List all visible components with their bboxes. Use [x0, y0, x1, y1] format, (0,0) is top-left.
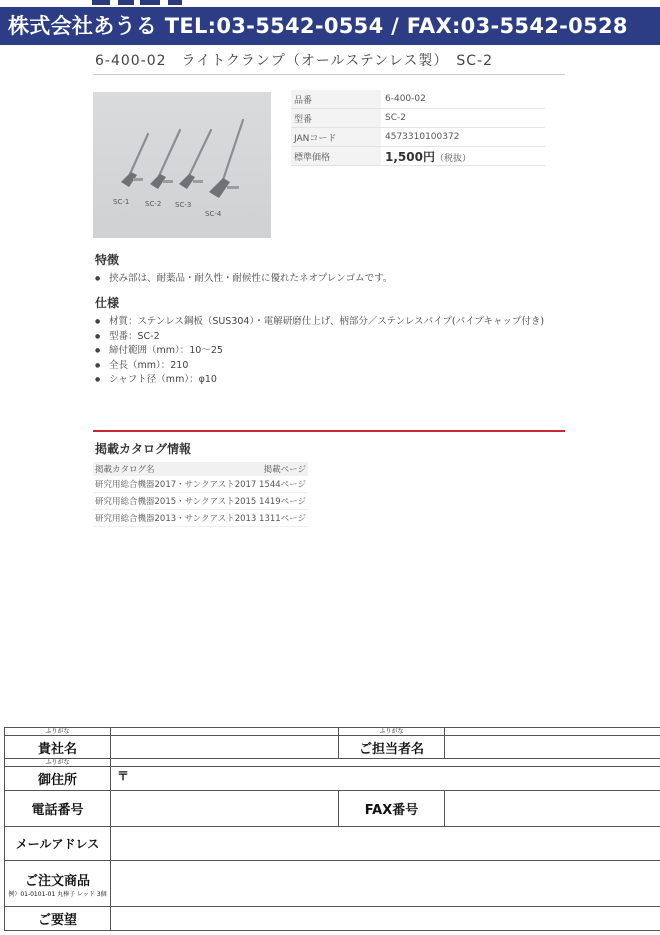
address-furigana-field[interactable]: [111, 759, 660, 767]
request-field[interactable]: [111, 907, 660, 931]
specs-list: [95, 315, 565, 388]
furigana-label: ふりがな: [5, 759, 111, 767]
specs-heading: 仕様: [95, 296, 120, 310]
photo-label-sc4: SC-4: [205, 210, 222, 218]
table-row: 研究用総合機器2013・サンクアスト2013 1311ページ: [93, 510, 308, 527]
features-heading: 特徴: [95, 253, 120, 267]
order-form: [4, 727, 660, 931]
company-furigana-field[interactable]: [111, 728, 339, 736]
price-row: 標準価格 1,500円（税抜）: [291, 147, 545, 166]
list-item: ● 挟み部は、耐薬品・耐久性・耐候性に優れたネオプレンゴムです。: [95, 272, 565, 287]
furigana-label: ふりがな: [339, 728, 445, 736]
list-item: ● 締付範囲（mm）：10〜25: [95, 344, 565, 359]
photo-label-sc1: SC-1: [113, 198, 130, 206]
address-field[interactable]: [111, 767, 660, 791]
request-label: ご要望: [5, 907, 111, 931]
order-example: 例）01-0101-01 丸棒子 レッド 3個: [8, 890, 107, 898]
list-item: ● 型番：SC-2: [95, 330, 565, 345]
company-field[interactable]: [111, 736, 339, 759]
price: 1,500円: [385, 149, 435, 164]
page-title: 6-400-02 ライトクランプ（オールステンレス製） SC-2: [95, 53, 494, 69]
photo-label-sc3: SC-3: [175, 201, 192, 209]
catalog-table: [93, 462, 308, 527]
top-stripe: [0, 0, 660, 6]
features-list: [95, 272, 565, 287]
divider: [93, 74, 565, 75]
email-label: メールアドレス: [5, 827, 111, 861]
list-item: ● 材質：ステンレス鋼板（SUS304）・電解研磨仕上げ、柄部分／ステンレスパイプ(パイプキャップ付き): [95, 315, 565, 330]
phone-label: 電話番号: [5, 791, 111, 827]
table-row: 研究用総合機器2017・サンクアスト2017 1544ページ: [93, 476, 308, 493]
catalog-divider: [93, 430, 565, 432]
spec-row: 品番 6-400-02: [291, 90, 545, 109]
fax-field[interactable]: [445, 791, 660, 827]
furigana-label: ふりがな: [5, 728, 111, 736]
contact-furigana-field[interactable]: [445, 728, 660, 736]
spec-row: JANコード 4573310100372: [291, 128, 545, 147]
table-row: 研究用総合機器2015・サンクアスト2015 1419ページ: [93, 493, 308, 510]
email-field[interactable]: [111, 827, 660, 861]
list-item: ● 全長（mm）：210: [95, 359, 565, 374]
contact-field[interactable]: [445, 736, 660, 759]
order-field[interactable]: [111, 861, 660, 907]
fax-label: FAX番号: [339, 791, 445, 827]
catalog-col-name: 掲載カタログ名: [93, 462, 217, 476]
spec-table: [291, 90, 545, 166]
photo-label-sc2: SC-2: [145, 200, 162, 208]
spec-row: 型番 SC-2: [291, 109, 545, 128]
phone-field[interactable]: [111, 791, 339, 827]
catalog-heading: 掲載カタログ情報: [95, 442, 192, 456]
tax-note: （税抜）: [434, 153, 471, 164]
postal-mark: 〒: [117, 769, 130, 783]
company-label: 貴社名: [5, 736, 111, 759]
order-label: ご注文商品 例）01-0101-01 丸棒子 レッド 3個: [5, 861, 111, 907]
list-item: ● シャフト径（mm）：φ10: [95, 373, 565, 388]
address-label: 御住所: [5, 767, 111, 791]
product-photo: [93, 92, 271, 238]
catalog-col-page: 掲載ページ: [217, 462, 308, 476]
contact-label: ご担当者名: [339, 736, 445, 759]
company-header: 株式会社あうる TEL:03-5542-0554 / FAX:03-5542-0528: [0, 7, 660, 45]
